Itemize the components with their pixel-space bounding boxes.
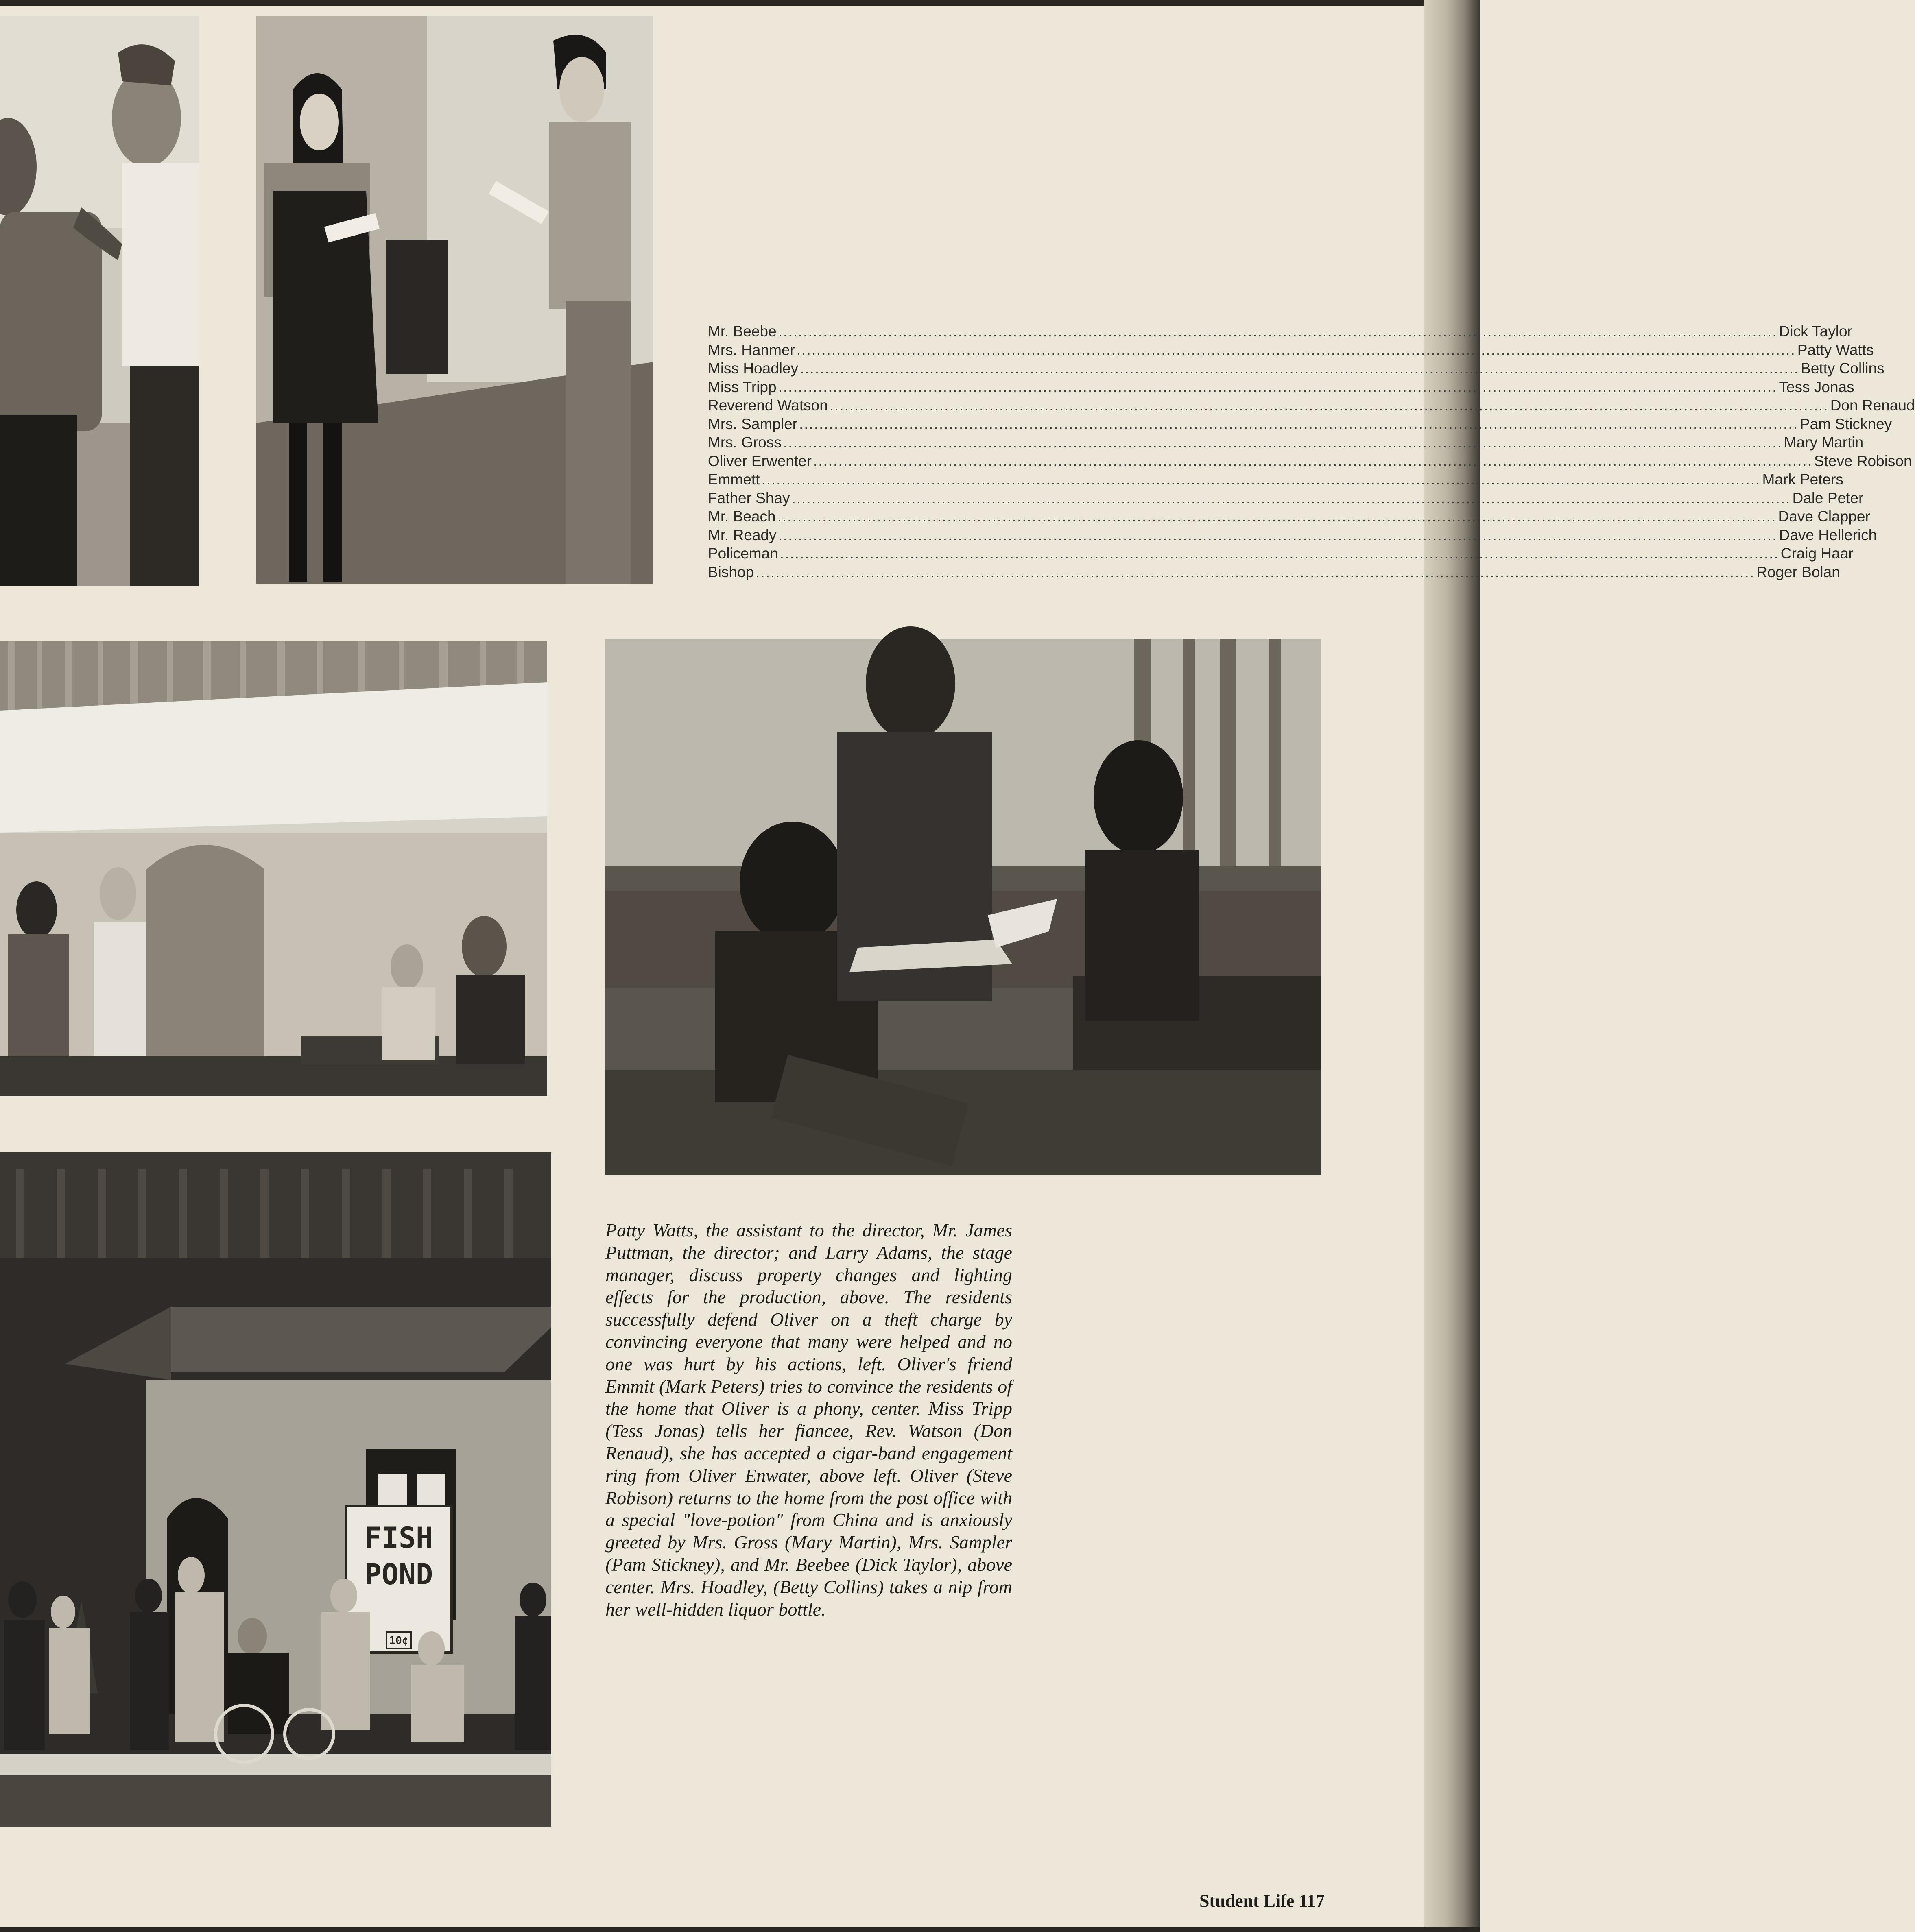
photo-director-discussion (605, 639, 1321, 1175)
cast-role: Mrs. Gross (708, 434, 782, 451)
cast-row (708, 563, 1840, 582)
dot-leader: ........................................................................................................................................................................................................ (783, 434, 1782, 451)
dot-leader: ........................................................................................................................................................................................................ (777, 508, 1777, 525)
photo-caption: Patty Watts, the assistant to the director, Mr. James Puttman, the director; and Larry Adams, the stage manager, discuss property changes and lighting effects for the production, above. The residents successfully defend Oliver on a theft charge by convincing everyone that many were helped and no one was hurt by his actions, left. Oliver's friend Emmit (Mark Peters) tries to convince the residents of the home that Oliver is a phony, center. Miss Tripp (Tess Jonas) tells her fiancee, Rev. Watson (Don Renaud), she has accepted a cigar-band engagement ring from Oliver Enwater, above left. Oliver (Steve Robison) returns to the home from the post office with a special "love-potion" from China and is anxiously greeted by Mrs. Gross (Mary Martin), Mrs. Sampler (Pam Stickney), and Mr. Beebee (Dick Taylor), above center. Mrs. Hoadley, (Betty Collins) takes a nip from her well-hidden liquor bottle. (605, 1220, 1012, 1620)
cast-row (708, 396, 1915, 415)
dot-leader: ........................................................................................................................................................................................................ (761, 471, 1761, 488)
cast-actor: Steve Robison (1814, 452, 1912, 469)
dot-leader: ........................................................................................................................................................................................................ (778, 378, 1777, 395)
dot-leader: ........................................................................................................................................................................................................ (780, 545, 1779, 562)
dot-leader: ........................................................................................................................................................................................................ (791, 489, 1791, 506)
cast-row (708, 359, 1884, 378)
photo-stage-arch-scene (0, 641, 547, 1096)
sign-line-pond: POND (364, 1558, 433, 1591)
cast-actor: Tess Jonas (1779, 378, 1854, 395)
cast-role: Mrs. Hanmer (708, 341, 795, 358)
cast-row (708, 341, 1874, 360)
cast-actor: Craig Haar (1780, 545, 1854, 562)
cast-role: Mr. Beach (708, 508, 776, 525)
cast-row (708, 322, 1852, 341)
cast-actor: Betty Collins (1801, 360, 1884, 377)
cast-role: Mrs. Sampler (708, 415, 797, 432)
cast-role: Reverend Watson (708, 397, 828, 414)
cast-actor: Dave Clapper (1778, 508, 1870, 525)
cast-role: Mr. Beebe (708, 323, 777, 340)
cast-role: Mr. Ready (708, 526, 777, 543)
photo-stage-fish-pond-scene (0, 1152, 551, 1827)
dot-leader: ........................................................................................................................................................................................................ (800, 360, 1799, 377)
dot-leader: ........................................................................................................................................................................................................ (778, 526, 1777, 543)
cast-actor: Mary Martin (1784, 434, 1864, 451)
cast-row (708, 526, 1877, 545)
cast-role: Bishop (708, 563, 754, 580)
cast-role: Father Shay (708, 489, 790, 506)
cast-role: Miss Hoadley (708, 360, 799, 377)
dot-leader: ........................................................................................................................................................................................................ (756, 563, 1755, 580)
cast-row (708, 378, 1854, 397)
page-folio: Student Life 117 (1199, 1891, 1325, 1911)
fish-pond-sign (347, 1507, 450, 1651)
cast-row (708, 415, 1892, 434)
dot-leader: ........................................................................................................................................................................................................ (829, 397, 1829, 414)
page-bottom-shadow (0, 1927, 1480, 1932)
dot-leader: ........................................................................................................................................................................................................ (796, 341, 1796, 358)
cast-role: Miss Tripp (708, 378, 777, 395)
cast-role: Policeman (708, 545, 778, 562)
cast-actor: Mark Peters (1762, 471, 1843, 488)
cast-actor: Dale Peter (1792, 489, 1864, 506)
cast-row (708, 507, 1870, 526)
page-top-shadow (0, 0, 1480, 6)
dot-leader: ........................................................................................................................................................................................................ (799, 415, 1798, 432)
book-page-edge (1424, 0, 1480, 1932)
cast-list (708, 322, 1915, 581)
sign-line-fish: FISH (364, 1521, 433, 1555)
cast-actor: Dick Taylor (1779, 323, 1852, 340)
cast-actor: Don Renaud (1830, 397, 1915, 414)
cast-row (708, 470, 1843, 489)
cast-row (708, 452, 1912, 471)
cast-row (708, 433, 1864, 452)
cast-actor: Patty Watts (1797, 341, 1874, 358)
cast-role: Oliver Erwenter (708, 452, 812, 469)
sign-price: 10¢ (389, 1635, 408, 1647)
cast-actor: Roger Bolan (1756, 563, 1840, 580)
cast-row (708, 489, 1864, 508)
dot-leader: ........................................................................................................................................................................................................ (813, 452, 1812, 469)
cast-role: Emmett (708, 471, 760, 488)
cast-actor: Pam Stickney (1799, 415, 1892, 432)
cast-actor: Dave Hellerich (1779, 526, 1877, 543)
dot-leader: ........................................................................................................................................................................................................ (778, 323, 1777, 340)
cast-row (708, 544, 1854, 563)
photo-two-men (0, 16, 199, 586)
photo-miss-tripp-rev-watson (256, 16, 653, 584)
